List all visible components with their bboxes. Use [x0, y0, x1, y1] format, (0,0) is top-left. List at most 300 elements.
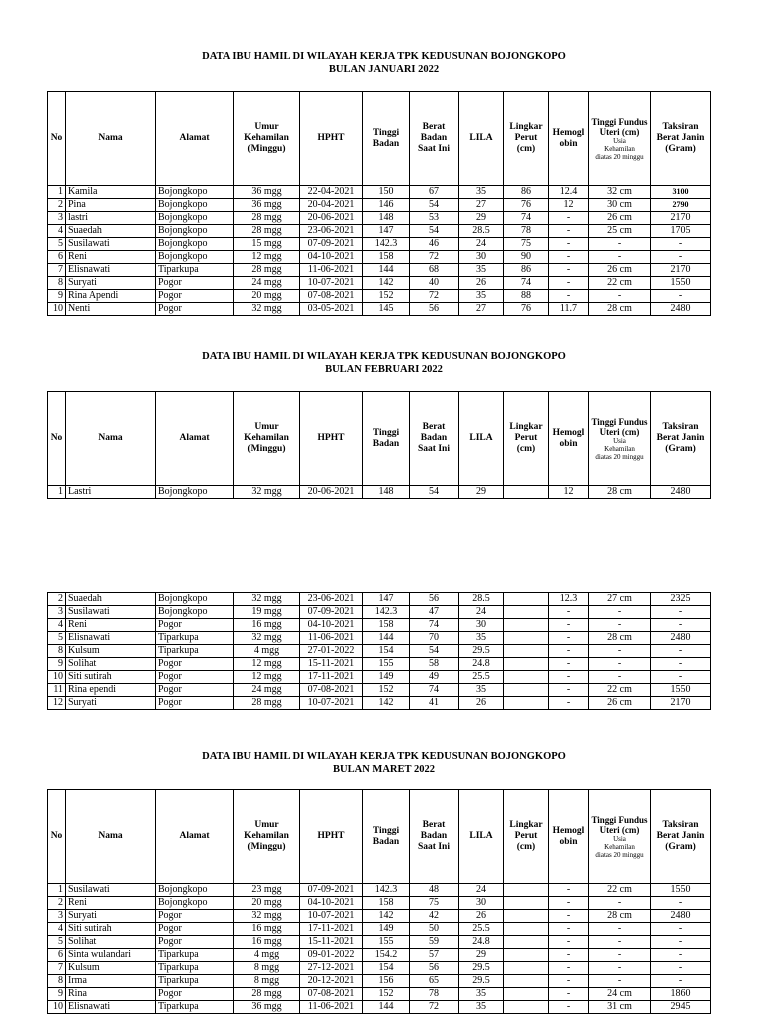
row-tfu: 28 cm: [589, 486, 651, 499]
row-hb: -: [549, 897, 589, 910]
header-row: [48, 92, 711, 186]
header-tfu-note: diatas 20 minggu: [595, 452, 644, 461]
row-berat: 41: [410, 697, 459, 710]
row-hb: -: [549, 632, 589, 645]
row-lila: 28.5: [459, 225, 504, 238]
row-umur: 32 mgg: [234, 593, 300, 606]
row-no: 12: [48, 697, 66, 710]
table-row: [48, 238, 711, 251]
row-alamat: Pogor: [156, 697, 234, 710]
row-lingkar: 78: [504, 225, 549, 238]
row-hb: 12.3: [549, 593, 589, 606]
row-umur: 32 mgg: [234, 486, 300, 499]
row-umur: 36 mgg: [234, 186, 300, 199]
row-tinggi: 158: [363, 619, 410, 632]
row-umur: 32 mgg: [234, 910, 300, 923]
row-alamat: Pogor: [156, 277, 234, 290]
row-lila: 29: [459, 212, 504, 225]
table-row: [48, 884, 711, 897]
row-berat: 49: [410, 671, 459, 684]
row-nama: Suaedah: [66, 593, 156, 606]
row-taksiran: 2790: [651, 199, 711, 212]
row-tinggi: 154: [363, 962, 410, 975]
row-hb: -: [549, 949, 589, 962]
row-lila: 24: [459, 606, 504, 619]
row-hpht: 09-01-2022: [300, 949, 363, 962]
header-tfu: [589, 92, 651, 186]
row-lingkar: [504, 486, 549, 499]
row-lingkar: [504, 658, 549, 671]
row-tinggi: 156: [363, 975, 410, 988]
row-tinggi: 149: [363, 671, 410, 684]
row-no: 8: [48, 277, 66, 290]
header-tfu-note: Usia: [613, 834, 626, 843]
row-lila: 29: [459, 486, 504, 499]
row-taksiran: -: [651, 606, 711, 619]
row-hb: -: [549, 671, 589, 684]
row-no: 3: [48, 212, 66, 225]
row-nama: Reni: [66, 619, 156, 632]
row-tfu: 28 cm: [589, 632, 651, 645]
row-no: 4: [48, 619, 66, 632]
row-alamat: Pogor: [156, 619, 234, 632]
row-no: 8: [48, 975, 66, 988]
row-tinggi: 142: [363, 277, 410, 290]
row-no: 5: [48, 632, 66, 645]
table-row: [48, 225, 711, 238]
row-tinggi: 147: [363, 593, 410, 606]
row-umur: 28 mgg: [234, 697, 300, 710]
row-alamat: Pogor: [156, 290, 234, 303]
row-alamat: Bojongkopo: [156, 897, 234, 910]
row-hpht: 20-12-2021: [300, 975, 363, 988]
header-lila: LILA: [459, 392, 504, 486]
header-row: [48, 790, 711, 884]
row-taksiran: -: [651, 251, 711, 264]
row-hpht: 04-10-2021: [300, 619, 363, 632]
row-nama: Rina: [66, 988, 156, 1001]
row-hpht: 07-08-2021: [300, 684, 363, 697]
row-hpht: 11-06-2021: [300, 632, 363, 645]
title-line-2: BULAN FEBRUARI 2022: [325, 364, 443, 375]
row-tfu: 28 cm: [589, 910, 651, 923]
row-lingkar: [504, 988, 549, 1001]
row-nama: Elisnawati: [66, 264, 156, 277]
row-alamat: Pogor: [156, 684, 234, 697]
row-no: 7: [48, 962, 66, 975]
row-lila: 24: [459, 884, 504, 897]
row-tfu: -: [589, 962, 651, 975]
row-lila: 26: [459, 277, 504, 290]
table-row: [48, 212, 711, 225]
section-title-januari: [0, 50, 768, 76]
row-no: 9: [48, 290, 66, 303]
row-umur: 32 mgg: [234, 632, 300, 645]
row-tinggi: 150: [363, 186, 410, 199]
row-berat: 50: [410, 923, 459, 936]
row-berat: 54: [410, 199, 459, 212]
header-no: No: [48, 790, 66, 884]
table-row: [48, 645, 711, 658]
row-umur: 36 mgg: [234, 199, 300, 212]
row-lila: 24.8: [459, 936, 504, 949]
row-taksiran: 2170: [651, 264, 711, 277]
row-hpht: 22-04-2021: [300, 186, 363, 199]
row-tfu: 30 cm: [589, 199, 651, 212]
row-berat: 53: [410, 212, 459, 225]
header-tfu-note: Usia: [613, 436, 626, 445]
table-row: [48, 277, 711, 290]
row-alamat: Tiparkupa: [156, 264, 234, 277]
row-tfu: 32 cm: [589, 186, 651, 199]
row-taksiran: -: [651, 962, 711, 975]
header-berat: Berat Badan Saat Ini: [410, 790, 459, 884]
row-hb: -: [549, 936, 589, 949]
row-hpht: 20-06-2021: [300, 212, 363, 225]
table-row: [48, 962, 711, 975]
row-alamat: Tiparkupa: [156, 975, 234, 988]
row-hpht: 17-11-2021: [300, 923, 363, 936]
row-berat: 75: [410, 897, 459, 910]
row-lingkar: [504, 671, 549, 684]
row-lingkar: 90: [504, 251, 549, 264]
row-tinggi: 154: [363, 645, 410, 658]
row-alamat: Bojongkopo: [156, 238, 234, 251]
row-alamat: Bojongkopo: [156, 251, 234, 264]
header-tfu-note: Kehamilan: [604, 144, 635, 153]
row-lingkar: [504, 897, 549, 910]
row-umur: 12 mgg: [234, 658, 300, 671]
row-umur: 28 mgg: [234, 225, 300, 238]
table-row: [48, 975, 711, 988]
row-lingkar: [504, 1001, 549, 1014]
row-lila: 30: [459, 251, 504, 264]
row-nama: Kamila: [66, 186, 156, 199]
row-taksiran: 2480: [651, 910, 711, 923]
row-umur: 19 mgg: [234, 606, 300, 619]
row-hb: 12: [549, 486, 589, 499]
row-tfu: -: [589, 923, 651, 936]
row-lila: 35: [459, 264, 504, 277]
header-tfu-note: diatas 20 minggu: [595, 152, 644, 161]
row-berat: 67: [410, 186, 459, 199]
row-taksiran: -: [651, 949, 711, 962]
row-alamat: Bojongkopo: [156, 884, 234, 897]
title-line-1: DATA IBU HAMIL DI WILAYAH KERJA TPK KEDUSUNAN BOJONGKOPO: [202, 51, 566, 62]
row-tfu: -: [589, 671, 651, 684]
row-hb: -: [549, 884, 589, 897]
row-hpht: 20-04-2021: [300, 199, 363, 212]
row-taksiran: 2325: [651, 593, 711, 606]
table-row: [48, 671, 711, 684]
row-no: 11: [48, 684, 66, 697]
row-tfu: -: [589, 645, 651, 658]
row-hb: -: [549, 251, 589, 264]
header-nama: Nama: [66, 790, 156, 884]
row-berat: 74: [410, 619, 459, 632]
row-lila: 30: [459, 897, 504, 910]
row-alamat: Bojongkopo: [156, 212, 234, 225]
row-hb: -: [549, 238, 589, 251]
row-nama: Elisnawati: [66, 1001, 156, 1014]
header-lila: LILA: [459, 790, 504, 884]
row-berat: 65: [410, 975, 459, 988]
row-hpht: 07-09-2021: [300, 884, 363, 897]
row-lila: 27: [459, 303, 504, 316]
row-lila: 35: [459, 290, 504, 303]
row-lila: 29: [459, 949, 504, 962]
row-nama: Rina Apendi: [66, 290, 156, 303]
row-umur: 36 mgg: [234, 1001, 300, 1014]
header-taksiran: Taksiran Berat Janin (Gram): [651, 790, 711, 884]
row-nama: Kulsum: [66, 645, 156, 658]
title-line-2: BULAN JANUARI 2022: [328, 64, 440, 75]
header-umur: Umur Kehamilan (Minggu): [234, 392, 300, 486]
row-hb: -: [549, 290, 589, 303]
row-taksiran: 2170: [651, 212, 711, 225]
row-tinggi: 158: [363, 251, 410, 264]
row-lingkar: 75: [504, 238, 549, 251]
row-no: 3: [48, 910, 66, 923]
row-hb: -: [549, 684, 589, 697]
header-row: [48, 392, 711, 486]
row-hb: -: [549, 225, 589, 238]
row-no: 1: [48, 884, 66, 897]
row-taksiran: 1550: [651, 884, 711, 897]
header-tfu-note: Kehamilan: [604, 444, 635, 453]
row-lila: 29.5: [459, 962, 504, 975]
row-alamat: Pogor: [156, 936, 234, 949]
row-lingkar: 74: [504, 212, 549, 225]
row-lila: 24.8: [459, 658, 504, 671]
row-no: 10: [48, 671, 66, 684]
table-februari: [47, 391, 711, 499]
row-tinggi: 152: [363, 988, 410, 1001]
row-hpht: 11-06-2021: [300, 1001, 363, 1014]
row-nama: Rina ependi: [66, 684, 156, 697]
row-berat: 72: [410, 251, 459, 264]
row-nama: Elisnawati: [66, 632, 156, 645]
row-tinggi: 149: [363, 923, 410, 936]
header-alamat: Alamat: [156, 92, 234, 186]
row-nama: lastri: [66, 212, 156, 225]
row-taksiran: -: [651, 671, 711, 684]
header-tfu: [589, 790, 651, 884]
row-no: 4: [48, 923, 66, 936]
row-no: 6: [48, 251, 66, 264]
row-taksiran: -: [651, 923, 711, 936]
row-hb: -: [549, 975, 589, 988]
row-taksiran: 1860: [651, 988, 711, 1001]
row-hb: -: [549, 923, 589, 936]
row-alamat: Bojongkopo: [156, 606, 234, 619]
row-tfu: -: [589, 936, 651, 949]
row-hb: -: [549, 606, 589, 619]
row-taksiran: -: [651, 975, 711, 988]
row-hb: -: [549, 619, 589, 632]
row-lingkar: [504, 962, 549, 975]
row-berat: 74: [410, 684, 459, 697]
row-lingkar: [504, 949, 549, 962]
row-hpht: 10-07-2021: [300, 277, 363, 290]
row-hpht: 07-09-2021: [300, 606, 363, 619]
row-alamat: Pogor: [156, 923, 234, 936]
row-tinggi: 147: [363, 225, 410, 238]
row-berat: 56: [410, 303, 459, 316]
row-umur: 4 mgg: [234, 645, 300, 658]
header-nama: Nama: [66, 92, 156, 186]
row-hb: -: [549, 264, 589, 277]
row-alamat: Tiparkupa: [156, 1001, 234, 1014]
row-lingkar: 76: [504, 199, 549, 212]
row-hb: 11.7: [549, 303, 589, 316]
row-tinggi: 146: [363, 199, 410, 212]
table-row: [48, 923, 711, 936]
row-alamat: Bojongkopo: [156, 225, 234, 238]
row-lingkar: [504, 619, 549, 632]
row-alamat: Pogor: [156, 658, 234, 671]
table-februari-continued: [47, 592, 711, 710]
row-no: 7: [48, 264, 66, 277]
row-tinggi: 144: [363, 632, 410, 645]
row-nama: Siti sutirah: [66, 923, 156, 936]
row-alamat: Tiparkupa: [156, 632, 234, 645]
row-umur: 28 mgg: [234, 212, 300, 225]
row-lila: 30: [459, 619, 504, 632]
row-tfu: 27 cm: [589, 593, 651, 606]
header-lingkar: Lingkar Perut (cm): [504, 392, 549, 486]
row-hpht: 17-11-2021: [300, 671, 363, 684]
row-no: 6: [48, 949, 66, 962]
header-berat: Berat Badan Saat Ini: [410, 392, 459, 486]
row-tfu: -: [589, 619, 651, 632]
row-no: 9: [48, 988, 66, 1001]
header-tinggi: Tinggi Badan: [363, 92, 410, 186]
table-row: [48, 988, 711, 1001]
row-tinggi: 142: [363, 697, 410, 710]
row-berat: 42: [410, 910, 459, 923]
row-tinggi: 154.2: [363, 949, 410, 962]
row-nama: Solihat: [66, 658, 156, 671]
row-lingkar: 74: [504, 277, 549, 290]
row-hb: -: [549, 645, 589, 658]
table-row: [48, 186, 711, 199]
row-tfu: -: [589, 949, 651, 962]
row-alamat: Bojongkopo: [156, 486, 234, 499]
table-row: [48, 949, 711, 962]
row-no: 2: [48, 897, 66, 910]
row-nama: Suryati: [66, 910, 156, 923]
row-umur: 28 mgg: [234, 988, 300, 1001]
row-nama: Pina: [66, 199, 156, 212]
header-umur: Umur Kehamilan (Minggu): [234, 92, 300, 186]
row-umur: 12 mgg: [234, 671, 300, 684]
row-berat: 57: [410, 949, 459, 962]
header-tinggi: Tinggi Badan: [363, 790, 410, 884]
row-lila: 29.5: [459, 975, 504, 988]
row-tinggi: 152: [363, 684, 410, 697]
row-hb: -: [549, 697, 589, 710]
row-hb: -: [549, 212, 589, 225]
row-hpht: 23-06-2021: [300, 225, 363, 238]
row-hpht: 03-05-2021: [300, 303, 363, 316]
title-line-1: DATA IBU HAMIL DI WILAYAH KERJA TPK KEDUSUNAN BOJONGKOPO: [202, 351, 566, 362]
row-nama: Suryati: [66, 277, 156, 290]
row-taksiran: -: [651, 658, 711, 671]
header-taksiran: Taksiran Berat Janin (Gram): [651, 92, 711, 186]
row-lingkar: 86: [504, 264, 549, 277]
row-alamat: Tiparkupa: [156, 962, 234, 975]
row-umur: 15 mgg: [234, 238, 300, 251]
row-no: 8: [48, 645, 66, 658]
row-hb: -: [549, 910, 589, 923]
row-nama: Kulsum: [66, 962, 156, 975]
row-lila: 35: [459, 988, 504, 1001]
row-taksiran: 1550: [651, 277, 711, 290]
header-hb: Hemogl obin: [549, 790, 589, 884]
header-hb: Hemogl obin: [549, 92, 589, 186]
header-hb: Hemogl obin: [549, 392, 589, 486]
row-tinggi: 144: [363, 1001, 410, 1014]
row-tinggi: 155: [363, 936, 410, 949]
row-nama: Susilawati: [66, 238, 156, 251]
header-tfu-note: Kehamilan: [604, 842, 635, 851]
row-hpht: 15-11-2021: [300, 658, 363, 671]
row-lingkar: [504, 697, 549, 710]
row-tinggi: 155: [363, 658, 410, 671]
table-row: [48, 606, 711, 619]
row-tfu: 31 cm: [589, 1001, 651, 1014]
row-taksiran: 2945: [651, 1001, 711, 1014]
table-row: [48, 593, 711, 606]
row-lila: 35: [459, 1001, 504, 1014]
header-no: No: [48, 392, 66, 486]
row-lingkar: [504, 606, 549, 619]
row-hpht: 11-06-2021: [300, 264, 363, 277]
row-hb: 12: [549, 199, 589, 212]
row-nama: Suryati: [66, 697, 156, 710]
row-hb: -: [549, 988, 589, 1001]
row-lingkar: [504, 684, 549, 697]
table-row: [48, 303, 711, 316]
row-hpht: 07-09-2021: [300, 238, 363, 251]
row-tfu: -: [589, 290, 651, 303]
header-tfu-label: Tinggi Fundus Uteri (cm): [591, 116, 648, 137]
row-taksiran: 2480: [651, 486, 711, 499]
row-lila: 35: [459, 186, 504, 199]
table-row: [48, 936, 711, 949]
row-hpht: 10-07-2021: [300, 910, 363, 923]
row-hb: -: [549, 1001, 589, 1014]
header-tfu-label: Tinggi Fundus Uteri (cm): [591, 416, 648, 437]
row-tfu: 26 cm: [589, 697, 651, 710]
row-hpht: 04-10-2021: [300, 897, 363, 910]
header-tfu-note: diatas 20 minggu: [595, 850, 644, 859]
section-title-maret: [0, 750, 768, 776]
row-berat: 54: [410, 645, 459, 658]
row-lingkar: 76: [504, 303, 549, 316]
row-no: 3: [48, 606, 66, 619]
row-alamat: Tiparkupa: [156, 645, 234, 658]
row-hpht: 07-08-2021: [300, 988, 363, 1001]
row-tfu: 24 cm: [589, 988, 651, 1001]
row-hpht: 07-08-2021: [300, 290, 363, 303]
row-lingkar: [504, 645, 549, 658]
row-tinggi: 148: [363, 212, 410, 225]
row-umur: 24 mgg: [234, 277, 300, 290]
table-row: [48, 684, 711, 697]
row-tfu: -: [589, 251, 651, 264]
